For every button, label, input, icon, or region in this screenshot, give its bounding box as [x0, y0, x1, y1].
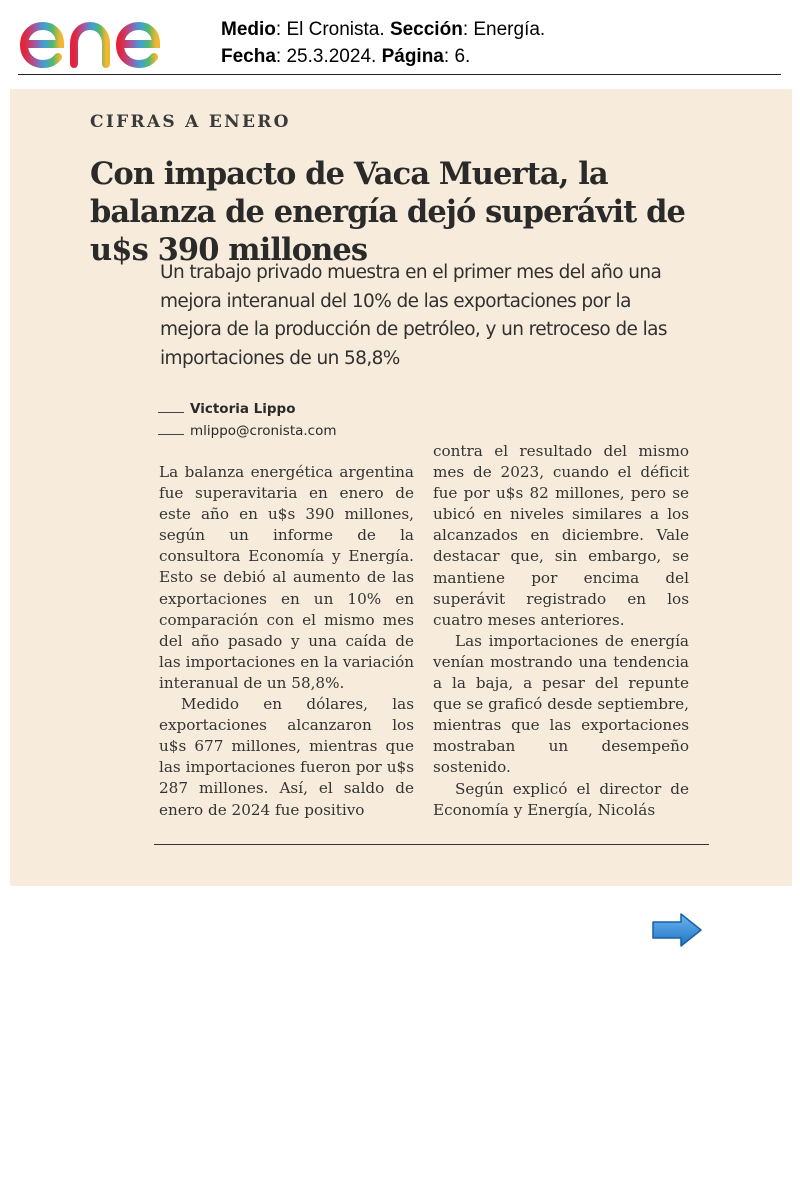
fecha-label: Fecha — [221, 46, 276, 67]
pagina-label: Página — [381, 46, 444, 67]
paragraph: Según explicó el director de Economía y Energía, Nicolás — [433, 779, 689, 819]
fecha-value: 25.3.2024. — [286, 46, 377, 67]
byline-email — [158, 423, 337, 439]
arrow-right-icon[interactable] — [651, 912, 703, 948]
medio-label: Medio — [221, 19, 276, 40]
publication-meta — [221, 16, 545, 70]
seccion-value: Energía. — [473, 19, 546, 40]
article-column-2 — [433, 441, 689, 821]
article-end-rule — [154, 844, 709, 845]
article-subhead: Un trabajo privado muestra en el primer mes del año una mejora interanual del 10% de las exportaciones por la mejora de la producción de petróleo, y un retroceso de las importaciones de un 58,8% — [160, 262, 667, 369]
meta-line-2: Fecha: 25.3.2024. Página: 6. — [221, 46, 471, 67]
paragraph: La balanza energética argentina fue superavitaria en enero de este año en u$s 390 millones, según un informe de la consultora Economía y Energía. Esto se debió al aumento de las exportaciones en un 10% en comparación con el mismo mes del año pasado y una caída de las importaciones en la variación interanual de un 58,8%. — [159, 463, 414, 692]
enel-logo — [16, 4, 192, 72]
article-column-1 — [159, 462, 414, 821]
article-kicker: CIFRAS A ENERO — [90, 112, 291, 132]
pagina-value: 6. — [454, 46, 471, 67]
byline-dash — [158, 412, 184, 413]
author-name: Victoria Lippo — [190, 401, 296, 417]
paragraph: Las importaciones de energía venían mostrando una tendencia a la baja, a pesar del repunte que se graficó desde septiembre, mientras que las exportaciones mostraban un desempeño sostenido. — [433, 631, 689, 777]
paragraph: contra el resultado del mismo mes de 2023, cuando el déficit fue por u$s 82 millones, pero se ubicó en niveles similares a los alcanzados en diciembre. Vale destacar que, sin embargo, se mantiene por encima del superávit registrado en los cuatro meses anteriores. — [433, 442, 689, 629]
press-clipping — [10, 89, 792, 886]
header-divider — [18, 74, 781, 75]
byline-author — [158, 401, 296, 417]
medio-value: El Cronista. — [286, 19, 385, 40]
byline-dash — [158, 434, 184, 435]
seccion-label: Sección — [389, 19, 463, 40]
meta-line-1: Medio: El Cronista. Sección: Energía. — [221, 19, 546, 40]
paragraph: Medido en dólares, las exportaciones alcanzaron los u$s 677 millones, mientras que las importaciones fueron por u$s 287 millones. Así, el saldo de enero de 2024 fue positivo — [159, 695, 414, 819]
author-email: mlippo@cronista.com — [190, 423, 337, 439]
article-headline: Con impacto de Vaca Muerta, la balanza de energía dejó superávit de u$s 390 millones — [90, 156, 685, 268]
